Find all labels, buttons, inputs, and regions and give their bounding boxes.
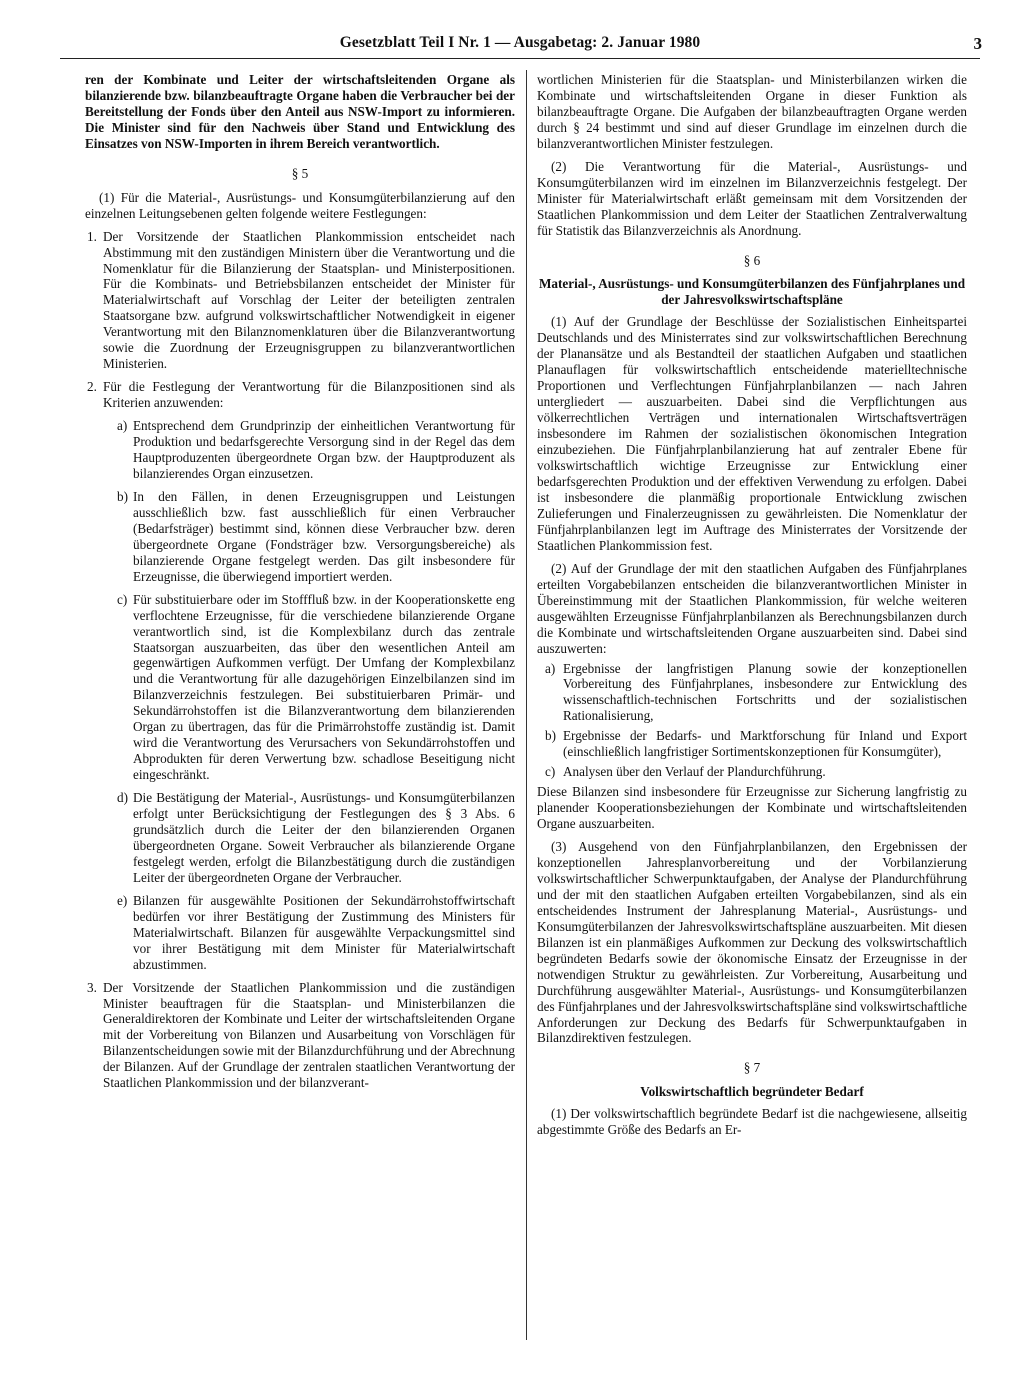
right-sub-item-c (537, 764, 967, 780)
sub-item-b (85, 489, 515, 585)
list-item-2-text: Für die Festlegung der Verantwortung für die Bilanzpositionen sind als Kriterien anzuwenden: (103, 379, 515, 411)
list-item-3-text: Der Vorsitzende der Staatlichen Plankommission und die zuständigen Minister beauftragen für die Staatsplan- und Ministerbilanzen die Generaldirektoren der Kombinate und Leiter der wirtschaftsleitenden Organe mit der Vorbereitung von Bilanzen und Ausarbeitung von Vorschlägen für Bilanzentscheidungen sowie mit der Bilanzdurchführung und der Abrechnung der Bilanzen. Auf der Grundlage der zentralen staatlichen Verantwortung der Staatlichen Plankommission und der bilanzverant- (103, 979, 515, 1091)
intro-paragraph: ren der Kombinate und Leiter der wirtschaftsleitenden Organe als bilanzierende bzw. bilanzbeauftragte Organe haben die Verbraucher bei der Bereitstellung der Fonds über den Anteil aus NSW-Import zu informieren. Die Minister sind für den Nachweis über Stand und Entwicklung des Einsatzes von NSW-Importen in ihrem Bereich verantwortlich. (85, 72, 515, 151)
sub-item-a (85, 418, 515, 482)
page-header (60, 34, 980, 59)
right-sub-item-a-text: Ergebnisse der langfristigen Planung sowie der konzeptionellen Vorbereitung des Fünfjahrplanes, insbesondere zur Entwicklung des wissenschaftlich-technischen Fortschritts und der sozialistischen Rationalisierung, (563, 660, 967, 724)
sub-item-d (85, 790, 515, 886)
section-6-mark: § 6 (743, 252, 761, 268)
sub-item-b-text: In den Fällen, in denen Erzeugnisgruppen und Leistungen ausschließlich bzw. fast ausschließlich für einen Verbraucher (Bedarfsträger) bestimmt sind, können diese Verbraucher bzw. deren übergeordnete Organe (Fondsträger bzw. Versorgungsbereiche) als bilanzierende Organe festgelegt werden. Das gilt insbesondere für Erzeugnisse, die überwiegend importiert werden. (133, 488, 515, 584)
section-5-paragraph-2: (2) Die Verantwortung für die Material-, Ausrüstungs- und Konsumgüterbilanzen wird im einzelnen im Bilanzverzeichnis festgelegt. Der Minister für Materialwirtschaft erläßt gemeinsam mit dem Vorsitzenden der Staatlichen Plankommission und dem Leiter der Staatlichen Zentralverwaltung für Statistik das Bilanzverzeichnis als Anordnung. (537, 158, 967, 238)
section-6-paragraph-3: (3) Ausgehend von den Fünfjahrplanbilanzen, den Ergebnissen der konzeptionellen Jahresplanvorbereitung und der Vorbilanzierung volkswirtschaftlicher Schwerpunktaufgaben, der Analyse der Plandurchführung und der mit den staatlichen Aufgaben erteilten Vorgabebilanzen, sind als ein entscheidendes Instrument der Jahresplanung Material-, Ausrüstungs- und Konsumgüterbilanzen der Jahresvolkswirtschaftspläne auszuarbeiten. Mit diesen Bilanzen ist ein planmäßiges Aufkommen zur Deckung des volkswirtschaftlich begründeten Bedarfs sowie der ökonomische Einsatz der Erzeugnisse in der notwendigen Struktur zu gewährleisten. Zur Vorbereitung, Ausarbeitung und Durchführung ausgewählter Material-, Ausrüstungs- und Konsumgüterbilanzen des Fünfjahrplanes und der Jahresvolkswirtschaftspläne sind volkswirtschaftliche Anforderungen zur Deckung des Bedarfs für Schwerpunktaufgaben in Bilanzdirektiven festzulegen. (537, 839, 967, 1046)
list-item-2-label: 2. (87, 379, 97, 395)
sub-item-c (85, 592, 515, 783)
section-7-title: Volkswirtschaftlich begründeter Bedarf (640, 1084, 864, 1100)
sub-item-e-text: Bilanzen für ausgewählte Positionen der Sekundärrohstoffwirtschaft bedürfen vor ihrer Bestätigung der Zustimmung des Ministers für Materialwirtschaft. Bilanzen für ausgewählte Verpackungsmittel sind vor ihrer Bestätigung mit dem Minister für Materialwirtschaft abzustimmen. (133, 892, 515, 972)
sub-item-a-label: a) (117, 418, 128, 434)
sub-item-e-label: e) (117, 892, 128, 908)
continuation-paragraph: wortlichen Ministerien für die Staatsplan- und Ministerbilanzen wirken die Kombinate und wirtschaftsleitenden Organe in dieser Funktion als bilanzbeauftragte Organe. Die Aufgaben der bilanzbeauftragten Organe werden durch § 24 bestimmt und sind auf dieser Grundlage im einzelnen durch die bilanzverantwortlichen Minister festzulegen. (537, 72, 967, 151)
left-column (85, 72, 515, 1098)
section-7-mark: § 7 (743, 1060, 761, 1076)
right-sub-item-b-text: Ergebnisse der Bedarfs- und Marktforschung für Inland und Export (einschließlich langfristiger Sortimentskonzeptionen für Konsumgüter), (563, 728, 967, 760)
sub-item-d-label: d) (117, 790, 128, 806)
section-6-after-list: Diese Bilanzen sind insbesondere für Erzeugnisse zur Sicherung langfristig zu planender Kooperationsbeziehungen der Kombinate und wirtschaftsleitenden Organe auszuarbeiten. (537, 784, 967, 832)
right-sub-item-a-label: a) (545, 660, 556, 676)
section-5-paragraph-1: (1) Für die Material-, Ausrüstungs- und Konsumgüterbilanzierung auf den einzelnen Leitungsebenen gelten folgende weitere Festlegungen: (85, 189, 515, 221)
list-item-2 (85, 379, 515, 411)
sub-item-c-label: c) (117, 591, 128, 607)
right-sub-item-b (537, 728, 967, 760)
sub-item-b-label: b) (117, 488, 128, 504)
list-item-3-label: 3. (87, 979, 97, 995)
sub-item-a-text: Entsprechend dem Grundprinzip der einheitlichen Verantwortung für Produktion und bedarfsgerechte Versorgung sind in der Regel das dem Hauptproduzenten übergeordnete Organ bzw. der Hauptproduzent als bilanzierendes Organ einzusetzen. (133, 418, 515, 481)
sub-item-c-text: Für substituierbare oder im Stofffluß bzw. in der Kooperationskette eng verflochtene Erzeugnisse, für die verschiedene bilanzierende Organe verantwortlich sind, ist die Komplexbilanz durch das zentrale Staatsorgan auszuarbeiten, das über den wesentlichen Anteil am gegenwärtigen Aufkommen verfügt. Der Umfang der Komplexbilanz und die Verantwortung für alle dazugehörigen Einzelbilanzen sind im Bilanzverzeichnis festzulegen. Bei substituierbaren Primär- und Sekundärrohstoffen ist die Bilanzverantwortung dem bilanzierenden Organ zu übertragen, das für die Primärrohstoffe zuständig ist. Damit wird die Verantwortung des Verursachers von Sekundärrohstoffen und Abprodukten für deren Verwertung bzw. schadlose Beseitigung nicht eingeschränkt. (133, 591, 515, 783)
sub-item-d-text: Die Bestätigung der Material-, Ausrüstungs- und Konsumgüterbilanzen erfolgt unter Berücksichtigung der Festlegungen des § 3 Abs. 6 grundsätzlich durch die Leiter der den bilanzierenden Organen übergeordneten Organe. Soweit Verbraucher als bilanzierende Organe festgelegt werden, erfolgt die Bilanzbestätigung durch die zuständigen Leiter der übergeordneten Organe der Verbraucher. (133, 790, 515, 885)
section-6-paragraph-1: (1) Auf der Grundlage der Beschlüsse der Sozialistischen Einheitspartei Deutschlands und des Ministerrates sind zur volkswirtschaftlichen Berechnung der Planansätze und als Bestandteil der staatlichen Aufgaben und staatlichen Planauflagen für volkswirtschaftlich entscheidende materielltechnische Proportionen und Verflechtungen Fünfjahrplanbilanzen — nach Jahren untergliedert — auszuarbeiten. Dabei sind die Verpflichtungen aus völkerrechtlichen Verträgen und internationalen Wirtschaftsverträgen insbesondere im Rahmen der sozialistischen ökonomischen Integration einzubeziehen. Die Fünfjahrplanbilanzierung hat auf zentraler Ebene für volkswirtschaftlich wichtige Erzeugnisse zur Entwicklung einer bedarfsgerechten Produktion und der effektiven Verwendung zu erfolgen. Dabei ist insbesondere die planmäßig proportionale Entwicklung zwischen Zulieferungen und Finalerzeugnissen zu gewährleisten. Die Nomenklatur der Fünfjahrplanbilanzen legt im Auftrage des Ministerrates der Vorsitzende der Staatlichen Plankommission fest. (537, 314, 967, 553)
right-sub-item-b-label: b) (545, 728, 556, 744)
sub-item-e (85, 893, 515, 973)
section-5-mark: § 5 (291, 165, 309, 181)
right-column (537, 72, 967, 1145)
header-title: Gesetzblatt Teil I Nr. 1 — Ausgabetag: 2. Januar 1980 (339, 34, 701, 51)
list-item-1-text: Der Vorsitzende der Staatlichen Plankommission entscheidet nach Abstimmung mit den zuständigen Ministern über die Verantwortung und die Nomenklatur für die Bilanzierung der Staatsplan- und Ministerpositionen. Für die Kombinats- und Betriebsbilanzen entscheidet der Minister für Materialwirtschaft auf Vorschlag der Leiter der beteiligten zentralen Staatsorgane bzw. aufgrund volkswirtschaftlicher Notwendigkeit in eigener Verantwortung mit den Bilanznomenklaturen über die Bilanzverantwortung sowie die Zuordnung der Erzeugnisgruppen zu bilanzverantwortlichen Ministerien. (103, 228, 515, 372)
list-item-1-label: 1. (87, 228, 97, 244)
page-number: 3 (973, 34, 982, 53)
section-7-paragraph-1: (1) Der volkswirtschaftlich begründete Bedarf ist die nachgewiesene, allseitig abgestimmte Größe des Bedarfs an Er- (537, 1106, 967, 1138)
section-6-paragraph-2: (2) Auf der Grundlage der mit den staatlichen Aufgaben des Fünfjahrplanes erteilten Vorgabebilanzen entscheiden die bilanzverantwortlichen Minister in Übereinstimmung mit der Staatlichen Plankommission, für welche weiteren ausgewählten Erzeugnisse Fünfjahrplanbilanzen als Berechnungsbilanzen durch die Kombinate und wirtschaftsleitenden Organe auszuarbeiten sind. Dabei sind auszuwerten: (537, 560, 967, 656)
column-divider (526, 70, 527, 1340)
list-item-1 (85, 229, 515, 373)
right-sub-item-c-label: c) (545, 764, 556, 780)
right-sub-item-c-text: Analysen über den Verlauf der Plandurchführung. (563, 764, 826, 780)
section-6-title: Material-, Ausrüstungs- und Konsumgüterbilanzen des Fünfjahrplanes und der Jahresvolkswirtschaftspläne (538, 276, 966, 308)
right-sub-item-a (537, 661, 967, 725)
list-item-3 (85, 980, 515, 1092)
